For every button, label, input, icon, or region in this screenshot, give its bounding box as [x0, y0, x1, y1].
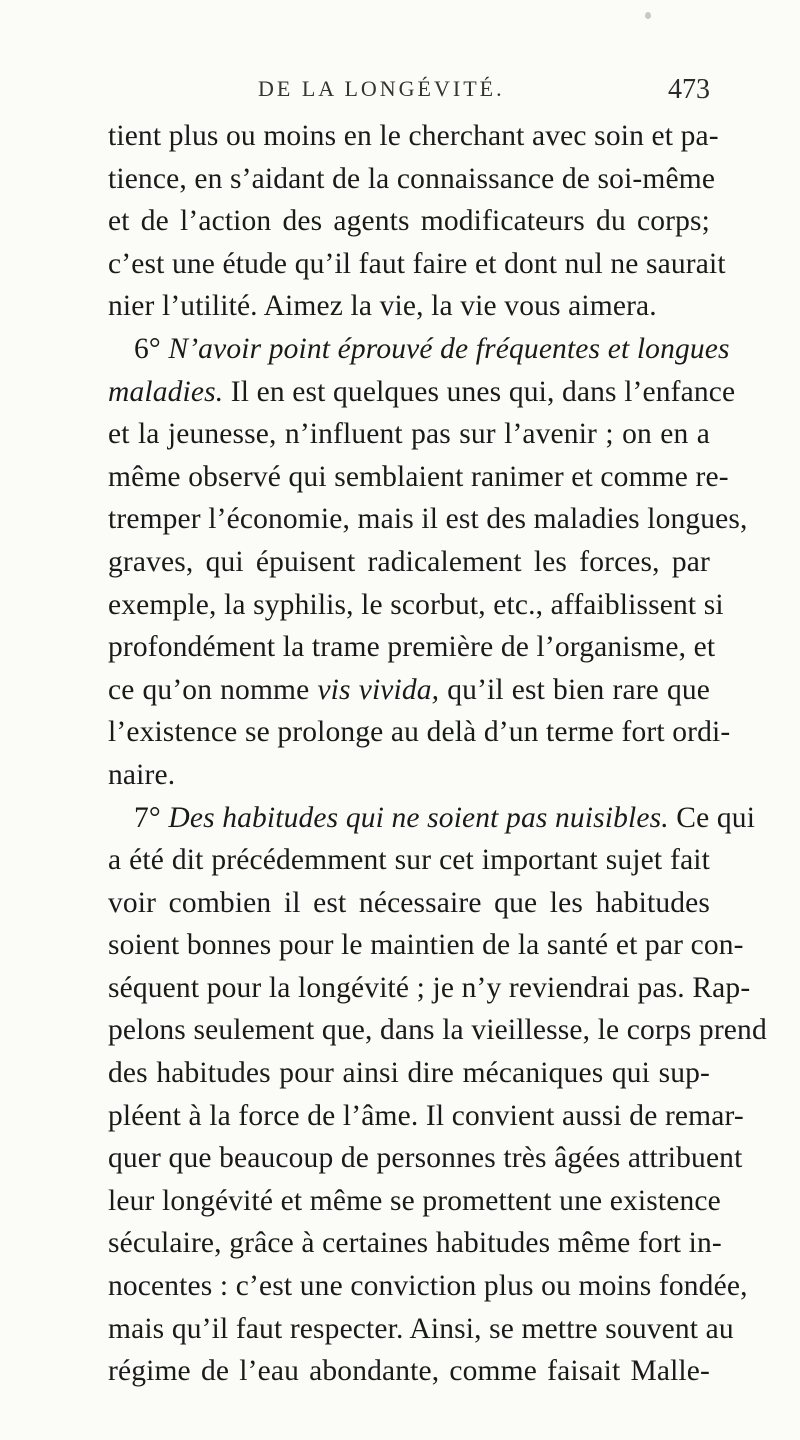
text-line: pelons seulement que, dans la vieillesse, le corps prend	[108, 1014, 767, 1047]
line-text: 7°	[134, 801, 169, 834]
text-line: profondément la trame première de l’organisme, et	[108, 631, 716, 664]
text-line: c’est une étude qu’il faut faire et dont nul ne saurait	[108, 247, 726, 280]
line-text: ce qu’on nomme	[108, 673, 318, 706]
text-line: tience, en s’aidant de la connaissance de soi-même	[108, 162, 716, 195]
line-text: Ce qui	[668, 801, 756, 834]
text-line: tient plus ou moins en le cherchant avec soin et pa-	[108, 120, 719, 152]
text-line: graves, qui épuisent radicalement les forces, par	[108, 545, 710, 578]
text-line: et la jeunesse, n’influent pas sur l’avenir ; on en a	[108, 418, 710, 451]
paper-speck	[645, 12, 651, 19]
italic-heading-text: N’avoir point éprouvé de fréquentes et longues	[168, 332, 730, 365]
italic-heading-text: vis vivida,	[317, 673, 440, 706]
text-line: nier l’utilité. Aimez la vie, la vie vous aimera.	[108, 290, 657, 323]
text-line	[108, 669, 710, 712]
body-text	[108, 115, 767, 1393]
line-text: 6°	[134, 332, 169, 365]
text-line: leur longévité et même se promettent une existence	[108, 1184, 721, 1217]
text-line: et de l’action des agents modificateurs du corps;	[108, 205, 710, 238]
text-line	[108, 797, 756, 840]
text-line: séculaire, grâce à certaines habitudes même fort in-	[108, 1227, 722, 1260]
text-line: des habitudes pour ainsi dire mécaniques qui sup-	[108, 1057, 710, 1090]
text-line	[108, 371, 736, 414]
text-line	[108, 328, 730, 371]
text-line: a été dit précédemment sur cet important sujet fait	[108, 844, 710, 877]
text-line: régime de l’eau abondante, comme faisait Malle-	[108, 1355, 710, 1388]
text-line: séquent pour la longévité ; je n’y reviendrai pas. Rap-	[108, 971, 751, 1004]
running-head: DE LA LONGÉVITÉ.	[258, 76, 505, 101]
text-line: soient bonnes pour le maintien de la santé et par con-	[108, 929, 744, 962]
text-line: voir combien il est nécessaire que les habitudes	[108, 886, 710, 919]
text-line: nocentes : c’est une conviction plus ou moins fondée,	[108, 1270, 748, 1303]
page-number: 473	[668, 74, 710, 105]
italic-heading-text: maladies.	[108, 375, 224, 408]
text-line: quer que beaucoup de personnes très âgées attribuent	[108, 1142, 743, 1175]
text-line: pléent à la force de l’âme. Il convient aussi de remar-	[108, 1099, 744, 1132]
text-line: naire.	[108, 758, 176, 791]
text-line: exemple, la syphilis, le scorbut, etc., affaiblissent si	[108, 588, 724, 621]
line-text: qu’il est bien rare que	[439, 673, 711, 706]
page-header	[110, 76, 710, 106]
italic-heading-text: Des habitudes qui ne soient pas nuisibles.	[168, 801, 669, 834]
text-line: même observé qui semblaient ranimer et comme re-	[108, 460, 729, 493]
text-line: l’existence se prolonge au delà d’un terme fort ordi-	[108, 716, 731, 749]
text-line: mais qu’il faut respecter. Ainsi, se mettre souvent au	[108, 1312, 734, 1345]
text-line: tremper l’économie, mais il est des maladies longues,	[108, 503, 748, 536]
line-text: Il en est quelques unes qui, dans l’enfance	[223, 375, 736, 408]
